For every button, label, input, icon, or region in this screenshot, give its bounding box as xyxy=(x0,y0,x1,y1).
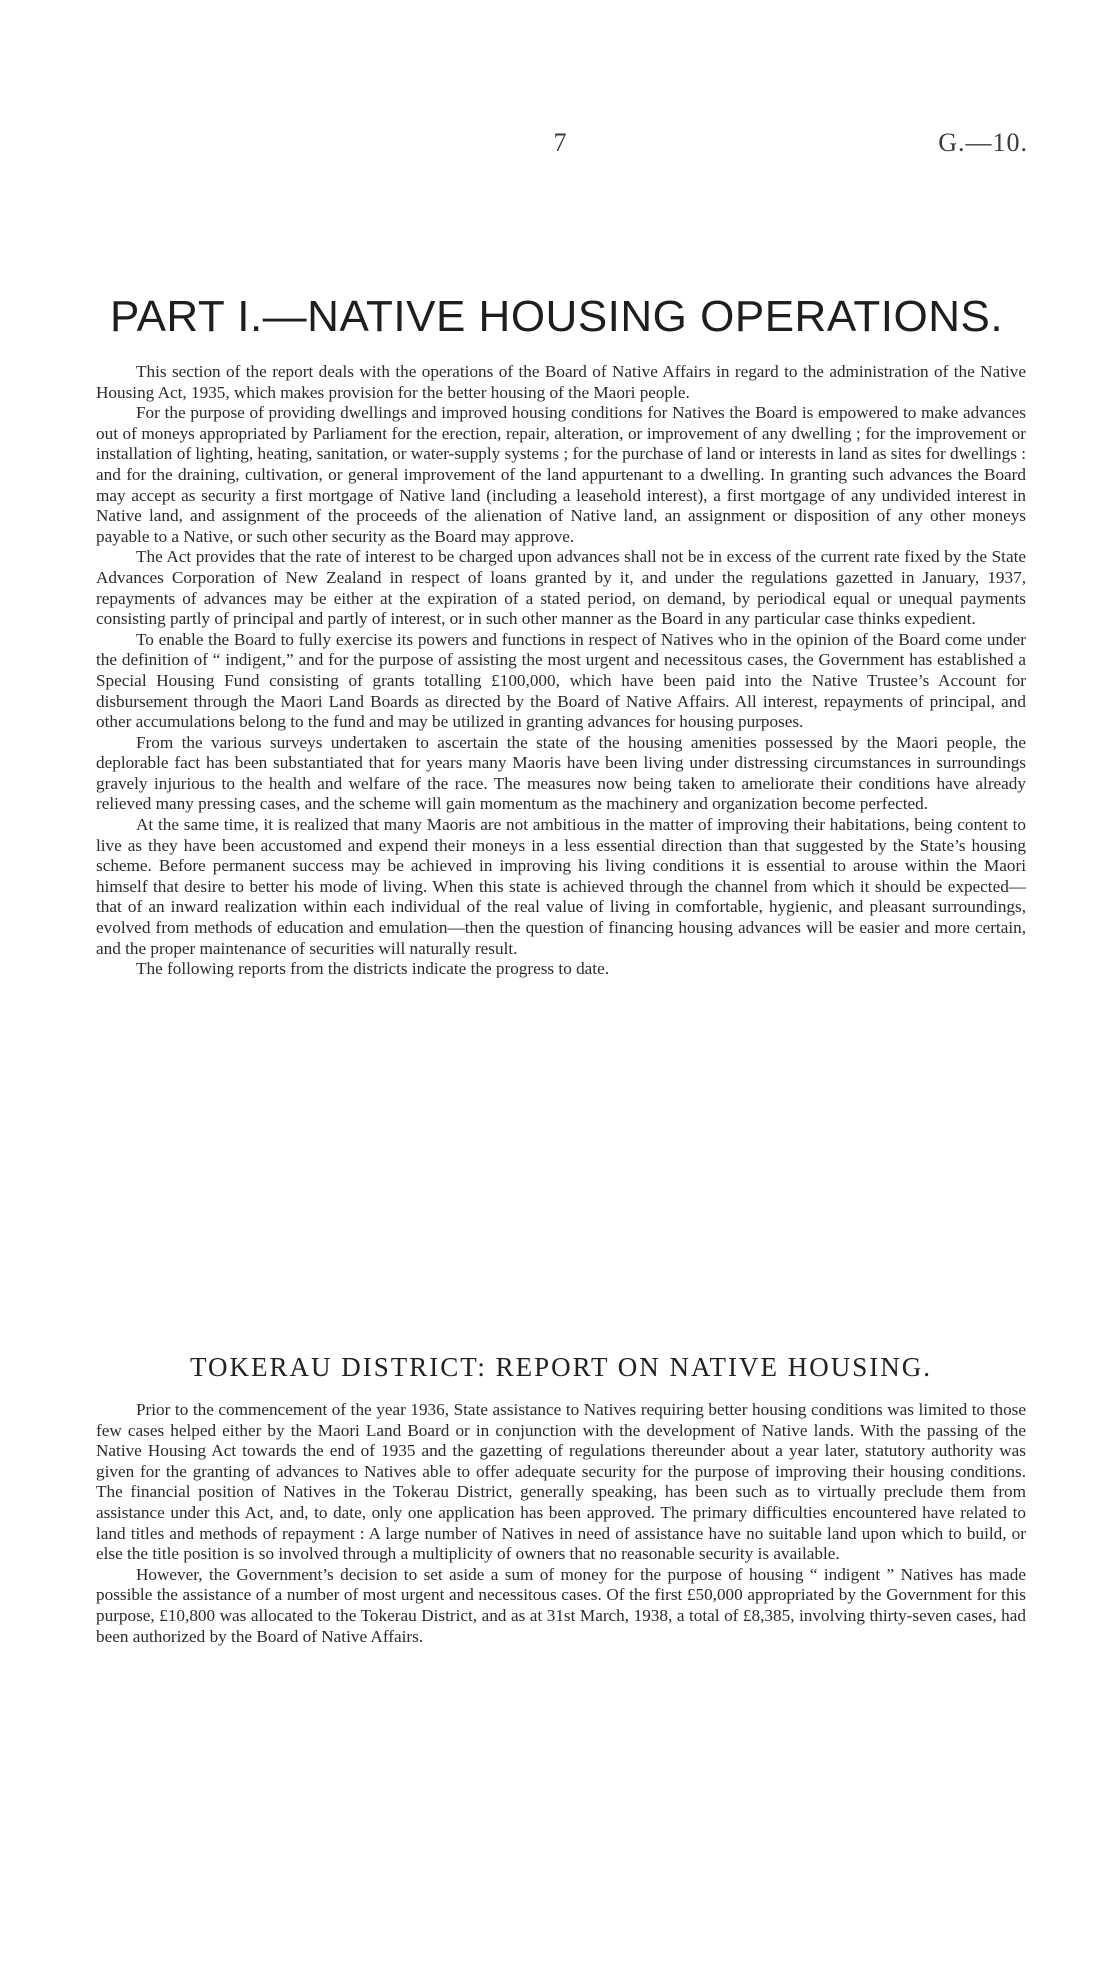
paragraph-interest-rate: The Act provides that the rate of interest to be charged upon advances shall not be in excess of the current rate fixed by the State Advances Corporation of New Zealand in respect of loans granted by it, and under the regulations gazetted in January, 1937, repayments of advances may be either at the expiration of a stated period, on demand, by periodical equal or unequal payments consisting partly of principal and partly of interest, or in such other manner as the Board in any particular case thinks expedient. xyxy=(96,547,1026,629)
paragraph-surveys: From the various surveys undertaken to ascertain the state of the housing amenities possessed by the Maori people, the deplorable fact has been substantiated that for years many Maoris have been living under distressing circumstances in surroundings gravely injurious to the health and welfare of the race. The measures now being taken to ameliorate their conditions have already relieved many pressing cases, and the scheme will gain momentum as the machinery and organization become perfected. xyxy=(96,732,1026,814)
paragraph-prior-assistance: Prior to the commencement of the year 1936, State assistance to Natives requiring better housing conditions was limited to those few cases helped either by the Maori Land Board or in conjunction with the development of Native lands. With the passing of the Native Housing Act towards the end of 1935 and the gazetting of regulations thereunder about a year later, statutory authority was given for the granting of advances to Natives able to offer adequate security for the purpose of improving their housing conditions. The financial position of Natives in the Tokerau District, generally speaking, has been such as to virtually preclude them from assistance under this Act, and, to date, only one application has been approved. The primary difficulties encountered have related to land titles and methods of repayment : A large number of Natives in need of assistance have no suitable land upon which to build, or else the title position is so involved through a multiplicity of owners that no reasonable security is available. xyxy=(96,1400,1026,1564)
paragraph-indigent-assistance: However, the Government’s decision to set aside a sum of money for the purpose of housing “ indigent ” Natives has made possible the assistance of a number of most urgent and necessitous cases. Of the first £50,000 appropriated by the Government for this purpose, £10,800 was allocated to the Tokerau District, and as at 31st March, 1938, a total of £8,385, involving thirty-seven cases, had been authorized by the Board of Native Affairs. xyxy=(96,1564,1026,1646)
district-body xyxy=(96,1400,1026,1647)
paragraph-special-housing-fund: To enable the Board to fully exercise its powers and functions in respect of Natives who in the opinion of the Board come under the definition of “ indigent,” and for the purpose of assisting the most urgent and necessitous cases, the Government has established a Special Housing Fund consisting of grants totalling £100,000, which have been paid into the Native Trustee’s Account for disbursement through the Maori Land Boards as directed by the Board of Native Affairs. All interest, repayments of principal, and other accumulations belong to the fund and may be utilized in granting advances for housing purposes. xyxy=(96,629,1026,732)
part-body xyxy=(96,362,1026,980)
paragraph-ambition: At the same time, it is realized that many Maoris are not ambitious in the matter of improving their habitations, being content to live as they have been accustomed and expend their moneys in a less essential direction than that suggested by the State’s housing scheme. Before permanent success may be achieved in improving his living conditions it is essential to arouse within the Maori himself that desire to better his mode of living. When this state is achieved through the channel from which it should be expected—that of an inward realization within each individual of the real value of living in comfortable, hygienic, and pleasant surroundings, evolved from methods of education and emulation—then the question of financing housing advances will be easier and more certain, and the proper maintenance of securities will naturally result. xyxy=(96,815,1026,958)
paragraph-intro: This section of the report deals with the operations of the Board of Native Affairs in regard to the administration of the Native Housing Act, 1935, which makes provision for the better housing of the Maori people. xyxy=(96,362,1026,402)
district-title: TOKERAU DISTRICT: REPORT ON NATIVE HOUSING. xyxy=(189,1352,933,1382)
paragraph-district-reports: The following reports from the districts indicate the progress to date. xyxy=(136,959,610,979)
paragraph-board-powers: For the purpose of providing dwellings and improved housing conditions for Natives the Board is empowered to make advances out of moneys appropriated by Parliament for the erection, repair, alteration, or improvement of any dwelling ; for the improvement or installation of lighting, heating, sanitation, or water-supply systems ; for the purchase of land or interests in land as sites for dwellings : and for the draining, cultivation, or general improvement of the land appurtenant to a dwelling. In granting such advances the Board may accept as security a first mortgage of Native land (including a leasehold interest), a first mortgage of any undivided interest in Native land, and assignment of the proceeds of the alienation of Native land, an assignment or disposition of any other moneys payable to a Native, or such other security as the Board may approve. xyxy=(96,403,1026,546)
document-reference: G.—10. xyxy=(938,128,1028,157)
part-title: PART I.—NATIVE HOUSING OPERATIONS. xyxy=(110,292,1004,341)
page-number: 7 xyxy=(553,128,567,157)
